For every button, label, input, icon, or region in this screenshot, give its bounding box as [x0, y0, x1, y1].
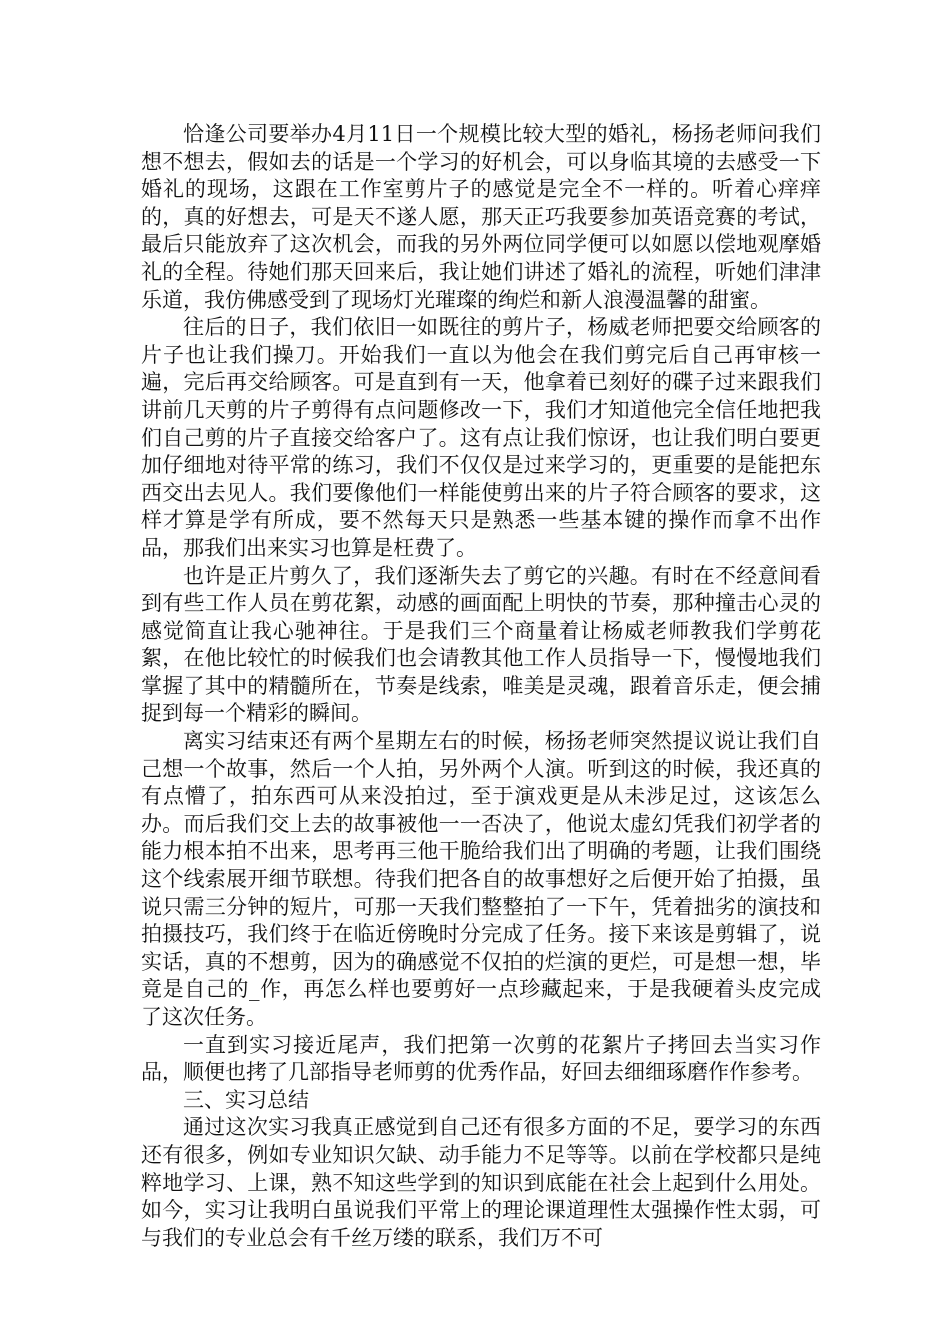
paragraph-end-of-internship: 一直到实习接近尾声，我们把第一次剪的花絮片子拷回去当实习作品，顺便也拷了几部指导老师剪的优秀作品，好回去细细琢磨作作参考。 — [141, 1032, 821, 1085]
paragraph-editing-for-clients: 往后的日子，我们依旧一如既往的剪片子，杨威老师把要交给顾客的片子也让我们操刀。开始我们一直以为他会在我们剪完后自己再审核一遍，完后再交给顾客。可是直到有一天，他拿着已刻好的碟子过来跟我们讲前几天剪的片子剪得有点问题修改一下，我们才知道他完全信任地把我们自己剪的片子直接交给客户了。这有点让我们惊讶，也让我们明白要更加仔细地对待平常的练习，我们不仅仅是过来学习的，更重要的是能把东西交出去见人。我们要像他们一样能使剪出来的片子符合顾客的要求，这样才算是学有所成，要不然每天只是熟悉一些基本键的操作而拿不出作品，那我们出来实习也算是枉费了。 — [141, 315, 821, 560]
paragraph-summary: 通过这次实习我真正感觉到自己还有很多方面的不足，要学习的东西还有很多，例如专业知识欠缺、动手能力不足等等。以前在学校都只是纯粹地学习、上课，熟不知这些学到的知识到底能在社会上起到什么用处。如今，实习让我明白虽说我们平常上的理论课道理性太强操作性太弱，可与我们的专业总会有千丝万缕的联系，我们万不可 — [141, 1115, 821, 1250]
paragraph-short-film: 离实习结束还有两个星期左右的时候，杨扬老师突然提议说让我们自己想一个故事，然后一个人拍，另外两个人演。听到这的时候，我还真的有点懵了，拍东西可从来没拍过，至于演戏更是从未涉足过，这该怎么办。而后我们交上去的故事被他一一否决了，他说太虚幻凭我们初学者的能力根本拍不出来，思考再三他干脆给我们出了明确的考题，让我们围绕这个线索展开细节联想。待我们把各自的故事想好之后便开始了拍摄，虽说只需三分钟的短片，可那一天我们整整拍了一下午，凭着拙劣的演技和拍摄技巧，我们终于在临近傍晚时分完成了任务。接下来该是剪辑了，说实话，真的不想剪，因为的确感觉不仅拍的烂演的更烂，可是想一想，毕竟是自己的_作，再怎么样也要剪好一点珍藏起来，于是我硬着头皮完成了这次任务。 — [141, 729, 821, 1029]
document-body — [141, 121, 821, 1252]
section-heading: 三、实习总结 — [183, 1087, 309, 1112]
paragraph-highlights: 也许是正片剪久了，我们逐渐失去了剪它的兴趣。有时在不经意间看到有些工作人员在剪花絮，动感的画面配上明快的节奏，那种撞击心灵的感觉简直让我心驰神往。于是我们三个商量着让杨威老师教我们学剪花絮，在他比较忙的时候我们也会请教其他工作人员指导一下，慢慢地我们掌握了其中的精髓所在，节奏是线索，唯美是灵魂，跟着音乐走，便会捕捉到每一个精彩的瞬间。 — [141, 563, 821, 726]
paragraph-wedding: 恰逢公司要举办4月11日一个规模比较大型的婚礼，杨扬老师问我们想不想去，假如去的话是一个学习的好机会，可以身临其境的去感受一下婚礼的现场，这跟在工作室剪片子的感觉是完全不一样的。听着心痒痒的，真的好想去，可是天不遂人愿，那天正巧我要参加英语竞赛的考试，最后只能放弃了这次机会，而我的另外两位同学便可以如愿以偿地观摩婚礼的全程。待她们那天回来后，我让她们讲述了婚礼的流程，听她们津津乐道，我仿佛感受到了现场灯光璀璨的绚烂和新人浪漫温馨的甜蜜。 — [141, 122, 821, 312]
